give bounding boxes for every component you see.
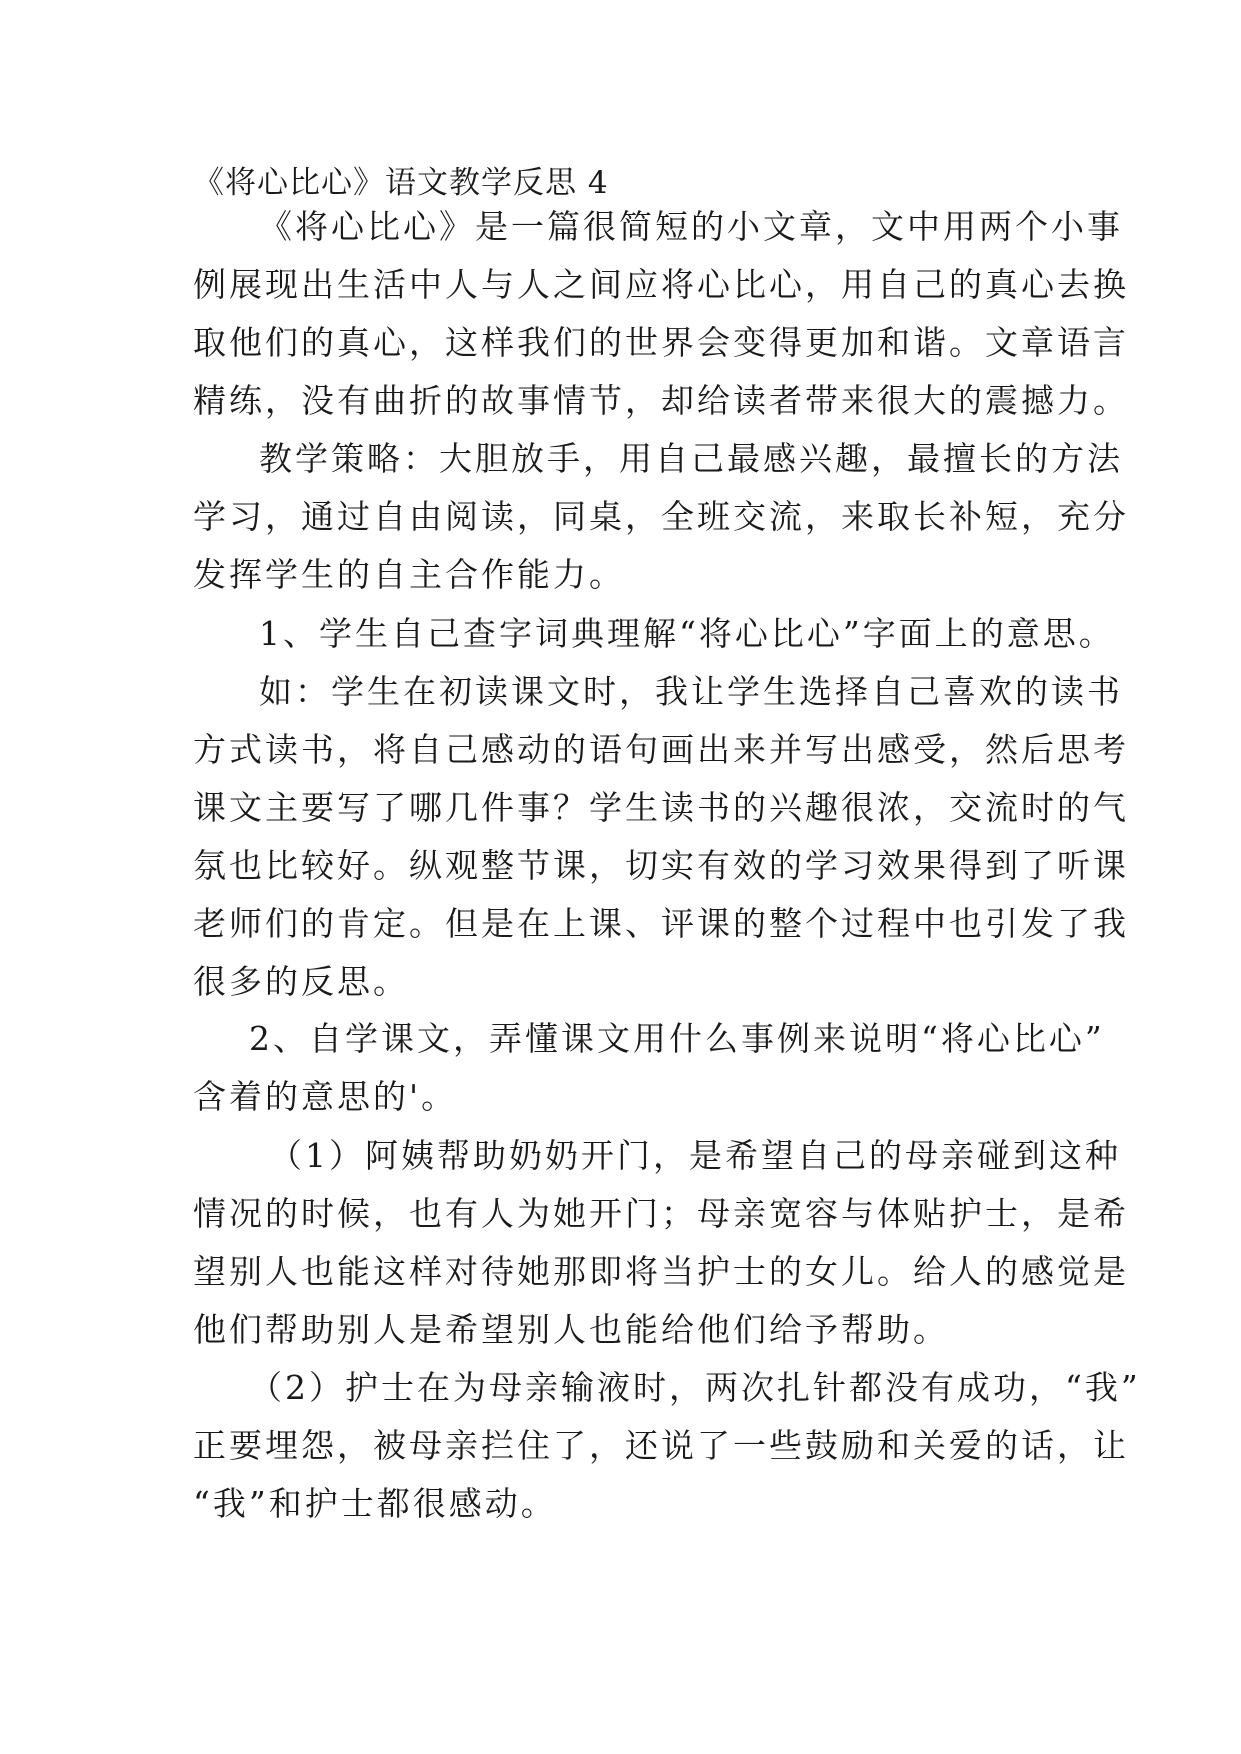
paragraph-case-2: [193, 1359, 1141, 1533]
paragraph-line: 取他们的真心，这样我们的世界会变得更加和谐。文章语言: [193, 323, 1129, 362]
paragraph-line: 含着的意思的'。: [193, 1077, 458, 1116]
paragraph-line: （2）护士在为母亲输液时，两次扎针都没有成功，“我”: [249, 1368, 1141, 1407]
paragraph-line: 例展现出生活中人与人之间应将心比心，用自己的真心去换: [193, 265, 1129, 304]
paragraph-line: （1）阿姨帮助奶奶开门，是希望自己的母亲碰到这种: [269, 1136, 1121, 1175]
paragraph-case-1: [193, 1127, 1129, 1359]
paragraph-line: 情况的时候，也有人为她开门；母亲宽容与体贴护士，是希: [193, 1194, 1129, 1233]
paragraph-line: 氛也比较好。纵观整节课，切实有效的学习效果得到了听课: [193, 846, 1129, 885]
paragraph-step-1: [193, 605, 1115, 663]
paragraph-step-2: [193, 1010, 1105, 1126]
paragraph-line: 发挥学生的自主合作能力。: [193, 555, 625, 594]
paragraph-line: 1、学生自己查字词典理解“将心比心”字面上的意思。: [259, 614, 1115, 653]
paragraph-line: 课文主要写了哪几件事？学生读书的兴趣很浓，交流时的气: [193, 788, 1129, 827]
paragraph-example: [193, 663, 1129, 1011]
paragraph-line: 教学策略：大胆放手，用自己最感兴趣，最擅长的方法: [259, 439, 1123, 478]
paragraph-strategy: [193, 430, 1129, 604]
paragraph-line: 方式读书，将自己感动的语句画出来并写出感受，然后思考: [193, 730, 1129, 769]
paragraph-line: 2、自学课文，弄懂课文用什么事例来说明“将心比心”: [249, 1019, 1105, 1058]
document-title: 《将心比心》语文教学反思 4: [193, 165, 609, 201]
paragraph-line: 正要埋怨，被母亲拦住了，还说了一些鼓励和关爱的话，让: [193, 1426, 1129, 1465]
paragraph-line: 学习，通过自由阅读，同桌，全班交流，来取长补短，充分: [193, 497, 1129, 536]
paragraph-intro: [193, 198, 1129, 430]
paragraph-line: 老师们的肯定。但是在上课、评课的整个过程中也引发了我: [193, 904, 1129, 943]
paragraph-line: 望别人也能这样对待她那即将当护士的女儿。给人的感觉是: [193, 1252, 1129, 1291]
paragraph-line: 很多的反思。: [193, 962, 409, 1001]
paragraph-line: 精练，没有曲折的故事情节，却给读者带来很大的震撼力。: [193, 381, 1129, 420]
paragraph-line: 《将心比心》是一篇很简短的小文章，文中用两个小事: [259, 207, 1123, 246]
paragraph-line: “我”和护士都很感动。: [193, 1484, 557, 1523]
paragraph-line: 他们帮助别人是希望别人也能给他们给予帮助。: [193, 1310, 949, 1349]
paragraph-line: 如：学生在初读课文时，我让学生选择自己喜欢的读书: [259, 672, 1123, 711]
